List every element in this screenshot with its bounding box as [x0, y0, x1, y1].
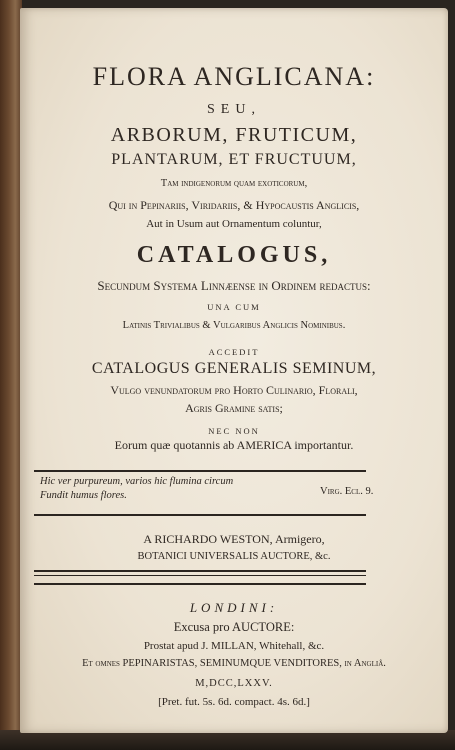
- imprint-price: [Pret. fut. 5s. 6d. compact. 4s. 6d.]: [158, 696, 310, 708]
- epigraph-line-2: Fundit humus flores.: [40, 490, 127, 501]
- title-page: [20, 8, 448, 733]
- book-title: FLORA ANGLICANA:: [92, 62, 376, 91]
- secundum-line: Secundum Systema Linnæense in Ordinem redactus:: [97, 278, 371, 293]
- plantarum-line: PLANTARUM, ET FRUCTUUM,: [111, 151, 357, 168]
- aut-line: Aut in Usum aut Ornamentum coluntur,: [146, 218, 322, 230]
- imprint-excusa: Excusa pro AUCTORE:: [173, 620, 295, 634]
- imprint-prostat: Prostat apud J. MILLAN, Whitehall, &c.: [143, 640, 325, 652]
- book-binding: [0, 0, 22, 750]
- vulgo-line: Vulgo venundatorum pro Horto Culinario, Florali,: [110, 383, 358, 397]
- catalogus-generalis-line: CATALOGUS GENERALIS SEMINUM,: [91, 360, 377, 377]
- qui-line: Qui in Pepinariis, Viridariis, & Hypocaustis Anglicis,: [108, 198, 360, 212]
- catalogus-heading: CATALOGUS,: [136, 242, 332, 268]
- imprint-rule-2: [34, 583, 366, 585]
- agris-line: Agris Gramine satis;: [185, 401, 283, 415]
- tam-line: Tam indigenorum quam exoticorum,: [160, 178, 308, 189]
- book-cover-edge: [0, 730, 455, 750]
- imprint-date: M,DCC,LXXV.: [195, 678, 273, 689]
- epigraph-top-rule: [34, 470, 366, 472]
- arborum-line: ARBORUM, FRUTICUM,: [110, 124, 358, 146]
- una-cum-line: UNA CUM: [207, 302, 261, 312]
- imprint-top-rule-thin: [34, 575, 366, 576]
- imprint-place: LONDINI:: [189, 600, 279, 615]
- nec-non-line: NEC NON: [208, 426, 260, 436]
- eorum-line: Eorum quæ quotannis ab AMERICA importantur.: [114, 438, 354, 452]
- imprint-et-omnes: Et omnes PEPINARISTAS, SEMINUMQUE VENDITORES, in Angliâ.: [82, 658, 386, 669]
- seu-line: SEU,: [207, 102, 261, 117]
- imprint-top-rule: [34, 570, 366, 572]
- latinis-line: Latinis Trivialibus & Vulgaribus Anglicis Nominibus.: [122, 320, 346, 331]
- author-line: A RICHARDO WESTON, Armigero,: [143, 532, 325, 546]
- epigraph-line-1: Hic ver purpureum, varios hic flumina circum: [40, 476, 234, 487]
- botanici-line: BOTANICI UNIVERSALIS AUCTORE, &c.: [137, 551, 331, 562]
- epigraph-bottom-rule: [34, 514, 366, 516]
- accedit-line: ACCEDIT: [208, 347, 260, 357]
- epigraph-citation: Virg. Ecl. 9.: [320, 486, 374, 497]
